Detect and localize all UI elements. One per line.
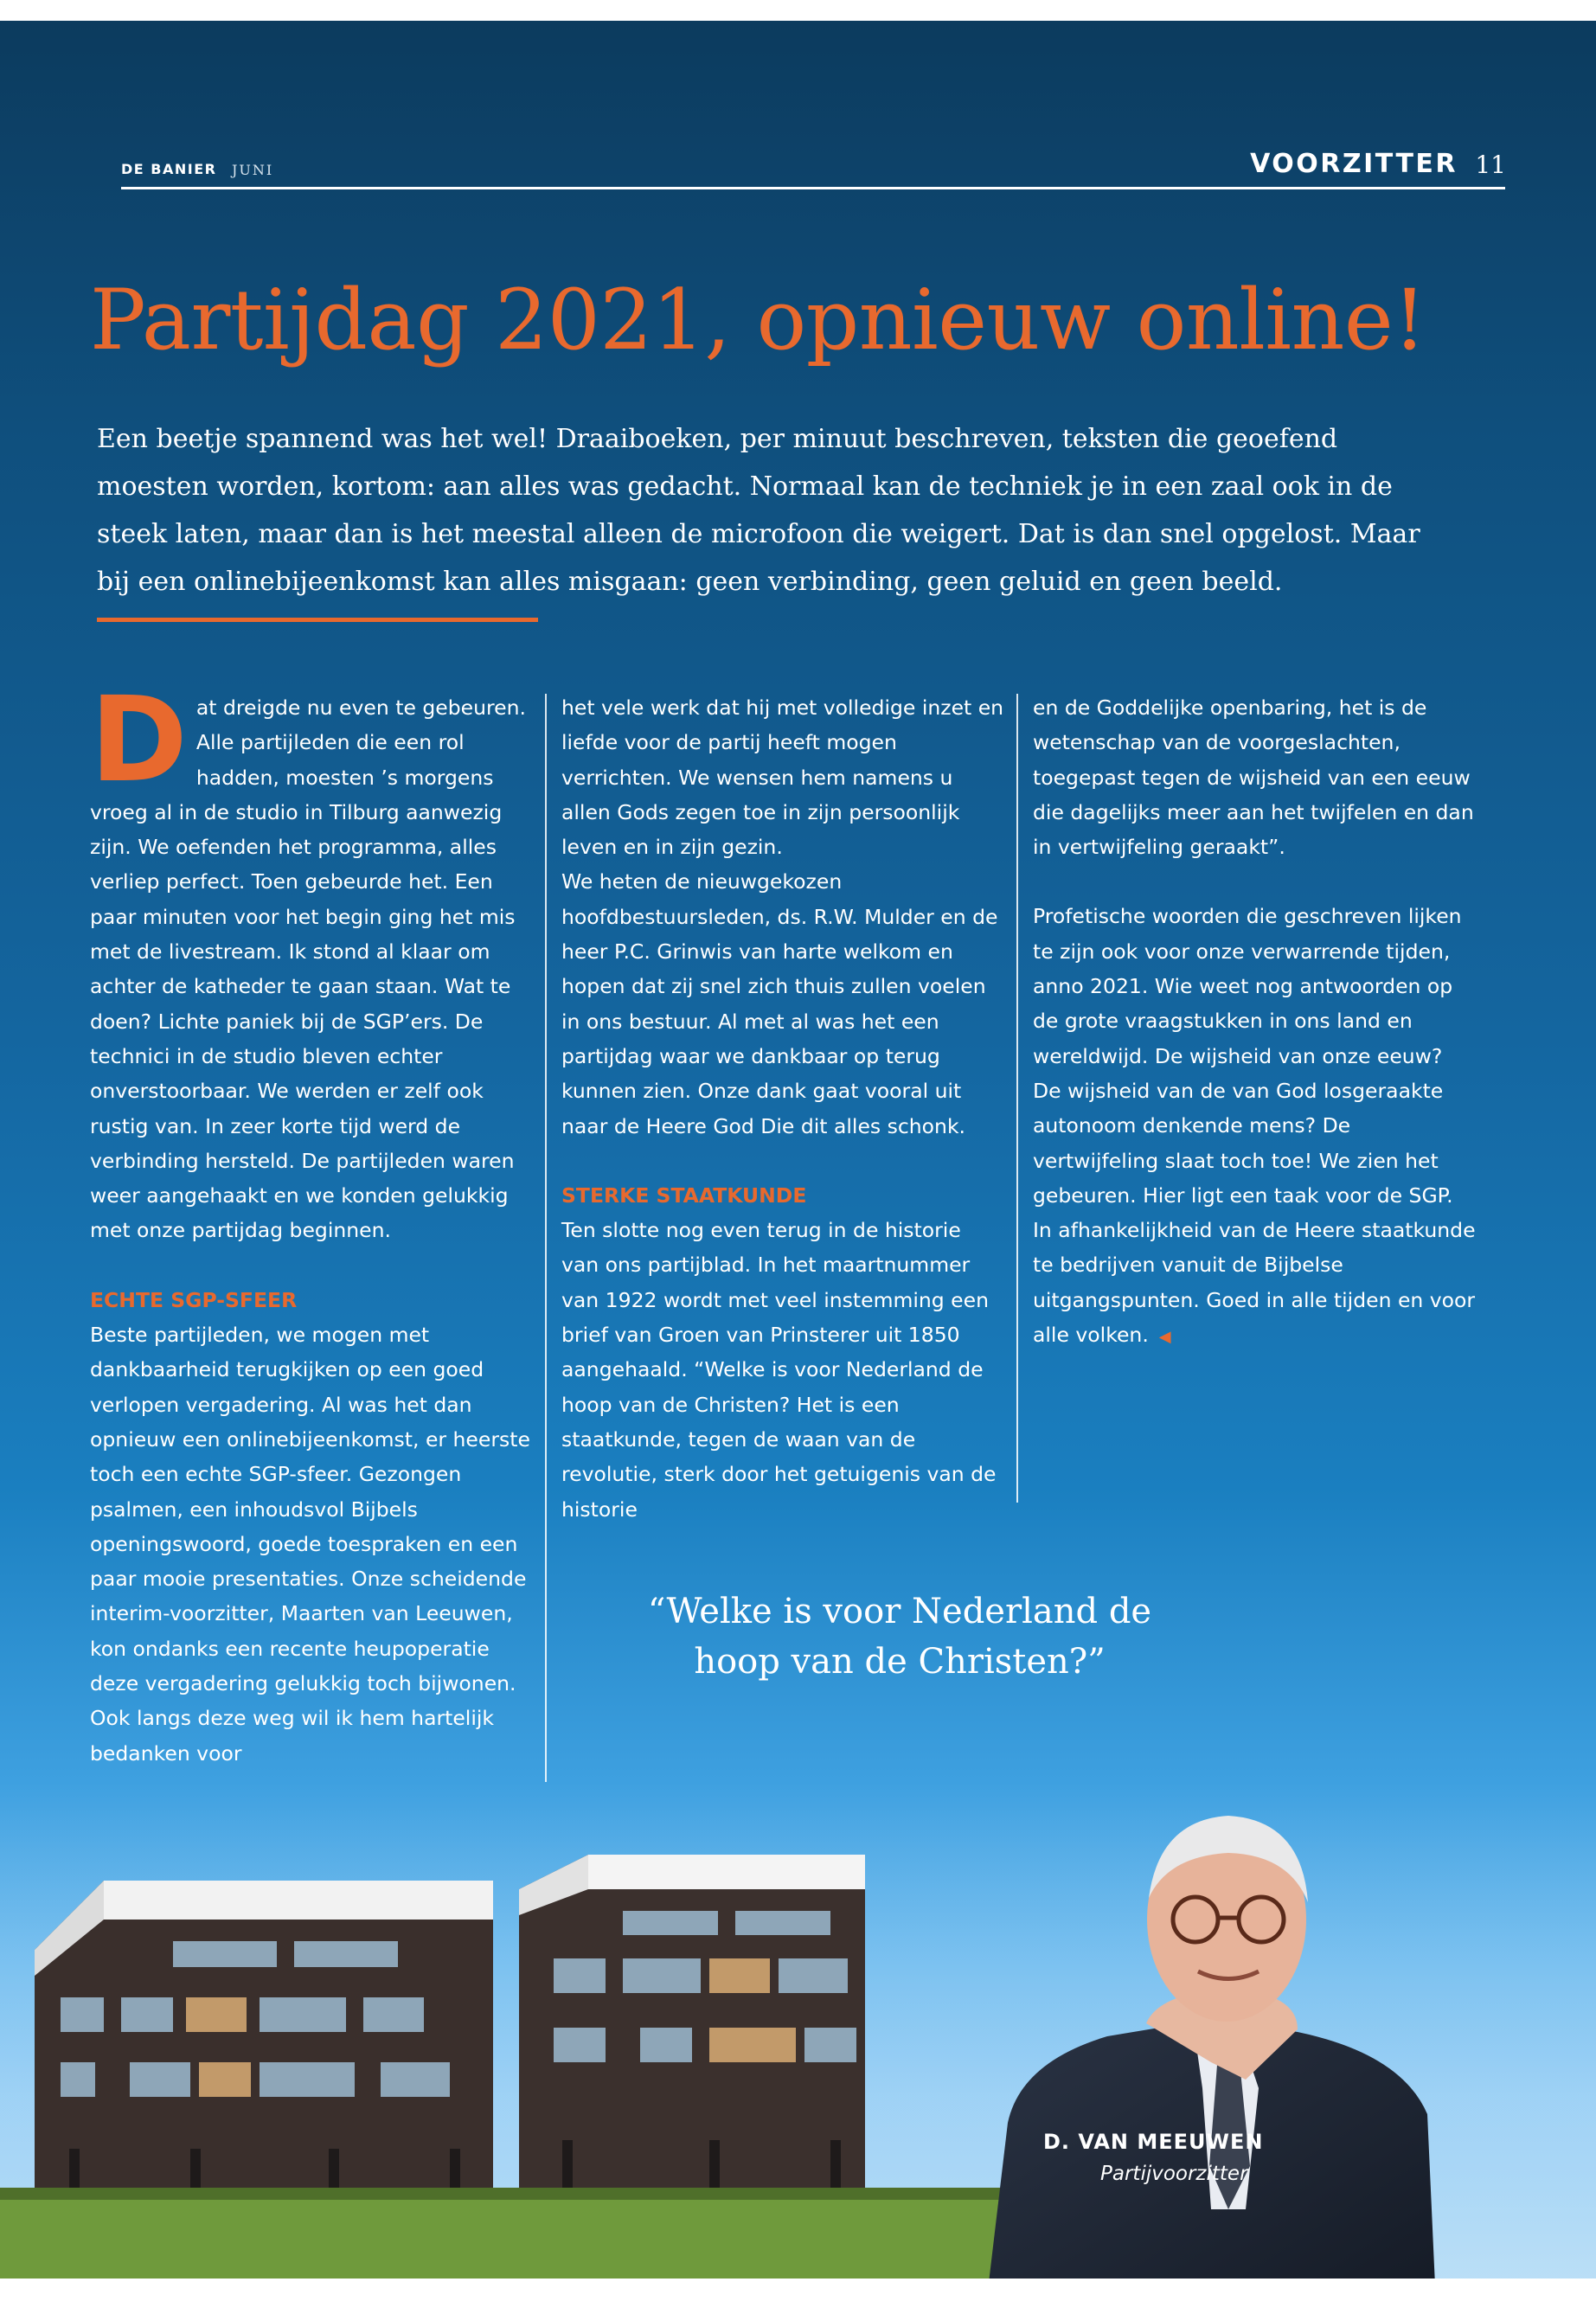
column-3 — [1033, 690, 1476, 1355]
article-title: Partijdag 2021, opnieuw online! — [90, 272, 1426, 369]
paragraph: Ten slotte nog even terug in de historie van ons partijblad. In het maartnummer van 1922 wordt met veel instemming een brief van Groen van Prinsterer uit 1850 aangehaald. “Welke is voor Nederland de hoop van de Christen? Het is een staatkunde, tegen de waan van de revolutie, sterk door het getuigenis van de historie — [561, 1218, 997, 1522]
paragraph-text: at dreigde nu even te gebeuren. Alle partijleden die een rol hadden, moesten ’s morgens vroeg al in de studio in Tilburg aanwezig zijn. We oefenden het programma, alles verliep perfect. Toen gebeurde het. Een paar minuten voor het begin ging het mis met de livestream. Ik stond al klaar om achter de katheder te gaan staan. Wat te doen? Lichte paniek bij de SGP’ers. De technici in de studio bleven echter onverstoorbaar. We werden er zelf ook rustig van. In zeer korte tijd werd de verbinding hersteld. De partijleden waren weer aangehaakt en we konden gelukkig met onze partijdag beginnen. — [90, 695, 526, 1243]
pull-quote: “Welke is voor Nederland de hoop van de Christen?” — [647, 1592, 1152, 1682]
paragraph: en de Goddelijke openbaring, het is de wetenschap van de voorgeslachten, toegepast tegen de wijsheid van een eeuw die dagelijks meer aan het twijfelen en dan in vertwijfeling geraakt”. — [1033, 695, 1474, 860]
subheading-sterke-staatkunde: STERKE STAATKUNDE — [561, 1183, 807, 1208]
header-divider — [121, 187, 1505, 189]
page-number: 11 — [1475, 151, 1506, 179]
column-divider — [1016, 694, 1018, 1503]
section-title: VOORZITTER — [1250, 149, 1458, 179]
column-2 — [561, 690, 1004, 1527]
paragraph: het vele werk dat hij met volledige inzet en liefde voor de partij heeft mogen verrichten. We wensen hem namens u allen Gods zegen toe in zijn persoonlijk leven en in zijn gezin. — [561, 695, 1004, 860]
paragraph: We heten de nieuwgekozen hoofdbestuursleden, ds. R.W. Mulder en de heer P.C. Grinwis van harte welkom en hopen dat zij snel zich thuis zullen voelen in ons bestuur. Al met al was het een partijdag waar we dankbaar op terug kunnen zien. Onze dank gaat vooral uit naar de Heere God Die dit alles schonk. — [561, 869, 998, 1138]
drop-cap: D — [90, 672, 188, 809]
issue-month: JUNI — [232, 162, 274, 178]
paragraph — [1033, 899, 1476, 1355]
end-mark-icon: ◀ — [1158, 1328, 1171, 1347]
intro-divider — [97, 618, 538, 622]
subheading-sgp-sfeer: ECHTE SGP-SFEER — [90, 1287, 298, 1312]
paragraph-text: Profetische woorden die geschreven lijken te zijn ook voor onze verwarrende tijden, anno 2021. Wie weet nog antwoorden op de grote vraagstukken in ons land en wereldwijd. De wijsheid van onze eeuw? De wijsheid van de van God losgeraakte autonoom denkende mens? De vertwijfeling slaat toch toe! We zien het gebeuren. Hier ligt een taak voor de SGP. In afhankelijkheid van de Heere staatkunde te bedrijven vanuit de Bijbelse uitgangspunten. Goed in alle tijden en voor alle volken. — [1033, 904, 1476, 1348]
article-intro: Een beetje spannend was het wel! Draaiboeken, per minuut beschreven, teksten die geoefend moesten worden, kortom: aan alles was gedacht. Normaal kan de techniek je in een zaal ook in de steek laten, maar dan is het meestal alleen de microfoon die weigert. Dat is dan snel opgelost. Maar bij een onlinebijeenkomst kan alles misgaan: geen verbinding, geen geluid en geen beeld. — [97, 424, 1420, 597]
photo-caption-name: D. VAN MEEUWEN — [1043, 2130, 1264, 2154]
paragraph — [90, 672, 533, 1248]
column-divider — [545, 694, 547, 1782]
photo-caption-role: Partijvoorzitter — [1100, 2163, 1248, 2185]
publication-name: DE BANIER — [121, 161, 217, 177]
column-1 — [90, 672, 533, 1771]
photo-scene — [0, 1803, 1596, 2279]
magazine-page — [0, 21, 1596, 2279]
paragraph: Beste partijleden, we mogen met dankbaarheid terugkijken op een goed verlopen vergadering. Al was het dan opnieuw een onlinebijeenkomst, er heerste toch een echte SGP-sfeer. Gezongen psalmen, een inhoudsvol Bijbels openingswoord, goede toespraken en een paar mooie presentaties. Onze scheidende interim-voorzitter, Maarten van Leeuwen, kon ondanks een recente heupoperatie deze vergadering gelukkig toch bijwonen. Ook langs deze weg wil ik hem hartelijk bedanken voor — [90, 1323, 530, 1766]
